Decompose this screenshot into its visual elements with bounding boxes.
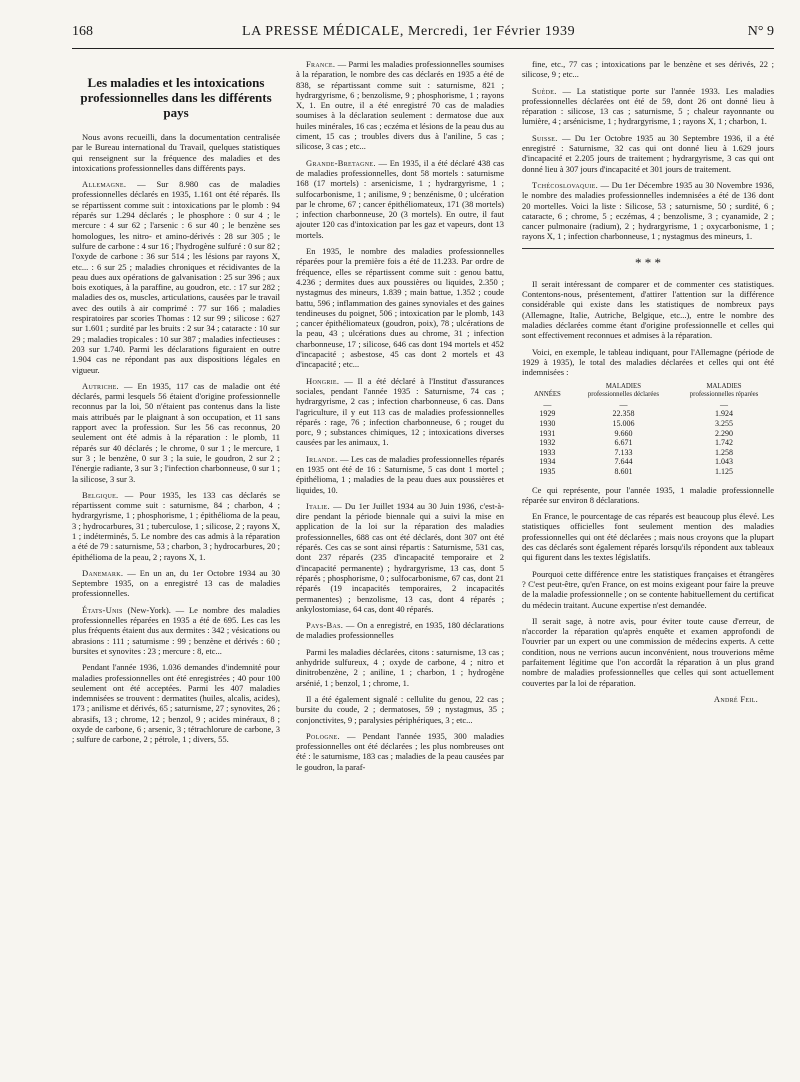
- paragraph: [72, 568, 280, 599]
- paragraph-text: Il a été également signalé : cellulite du genou, 22 cas ; bursite du coude, 2 ; dermatoses, 59 ; nystagmus, 35 ; conjonctivites, 9 ; paralysies périphériques, 3 ; etc...: [296, 693, 504, 725]
- paragraph: [522, 86, 774, 127]
- paragraph: [296, 158, 504, 240]
- paragraph-text: fine, etc., 77 cas ; intoxications par le benzène et ses dérivés, 22 ; silicose, 9 ; etc...: [522, 59, 774, 80]
- table-cell: 1929: [539, 409, 556, 419]
- table-row: [522, 448, 774, 458]
- table-row: [522, 429, 774, 439]
- country-name: Pays-Bas.: [306, 620, 344, 631]
- table-cell: 15.006: [612, 419, 635, 429]
- running-header: [72, 22, 774, 49]
- paragraph: [296, 731, 504, 772]
- country-name: Suisse.: [532, 132, 558, 143]
- paragraph-text: — Il a été déclaré à l'Institut d'assurances sociales, pendant l'année 1935 : Saturnisme, 74 cas ; hydrargyrisme, 2 cas ; infection charbonneuse, 6 cas. Dans l'agriculture, il y eut 113 cas de maladies professionnelles réparés : rage, 76 ; infection charbonneuse, 6 ; rouget du porc, 9 ; substances chimiques, 12 ; intoxications diverses causées par les animaux, 1.: [296, 375, 504, 448]
- paragraph: [72, 381, 280, 484]
- paragraph-text: — La statistique porte sur l'année 1933. Les maladies professionnelles déclarées ont été de 59, dont 26 ont donné lieu à réparation : silicose, 13 cas ; saturnisme, 5 ; chaleur rayonnante ou lumière, 4 ; arsénicisme, 1 ; hydrargyrisme, 1 ; rayons X, 1 ; charbon, 1.: [522, 85, 774, 127]
- paragraph-text: — En 1935, il a été déclaré 438 cas de maladies professionnelles, dont 58 mortels : saturnisme 168 (17 mortels) : arsenicisme, 1 ; hydrargyrisme, 1 ; sulfocarbonisme, 1 ; anilisme, 9 ; benzénisme, 0 ; ulcération par le chrome, 67 ; cancer épithéliomateux, 171 (38 mortels) ; infection charbonneuse, 20 (3 mortels). En outre, il faut ajouter 120 cas d'intoxication par les gaz et vapeurs, dont 13 mortels.: [296, 157, 504, 240]
- page-number: 168: [72, 24, 93, 39]
- table-cell: 2.290: [715, 428, 734, 438]
- table-cell: 1935: [539, 466, 556, 476]
- paragraph: [296, 59, 504, 152]
- paragraph-text: — En 1935, 117 cas de maladie ont été déclarés, parmi lesquels 56 étaient d'origine professionnelle reconnus par la loi, 50 n'étaient pas contenus dans la liste mais attribués par le plaignant à son occupation, et 11 sans rapport avec la profession. Sur les 56 cas reconnus, 20 seulement ont été admis à la réparation : le plomb, 11 réparés sur 40 déclarés ; le chrome, 0 sur 1 ; le mercure, 1 sur 3 ; le benzène, 0 sur 3 ; la suie, le goudron, 2 sur 2 ; l'énergie radiante, 3 sur 3 ; l'infection charbonneuse, 0 sur 1 ; la silicose, 3 sur 3.: [72, 380, 280, 484]
- country-name: Danemark.: [82, 567, 124, 578]
- paragraph: [72, 662, 280, 744]
- divider: [522, 248, 774, 249]
- paragraph: [296, 647, 504, 688]
- table-row: [522, 438, 774, 448]
- article-body: [72, 59, 774, 1069]
- table-cell: 7.644: [614, 457, 633, 467]
- conclusion: [522, 485, 774, 688]
- paragraph: [296, 246, 504, 370]
- paragraph: [72, 490, 280, 562]
- table-cell: 6.671: [614, 438, 633, 448]
- table-cell: 1933: [539, 447, 556, 457]
- paragraph-text: — Du 1er Juillet 1934 au 30 Juin 1936, c'est-à-dire pendant la période biennale qui a suivi la mise en application de la loi sur la réparation des maladies professionnelles, 688 cas ont été déclarés, dont 307 ont été réparés. Ces cas se sont ainsi répartis : Saturnisme, 531 cas, dont 237 réparés (235 d'incapacité temporaire et 2 d'incapacité permanente) ; hydrargyrisme, 13 cas, dont 5 réparés ; phosphorisme, 0 ; sulfocarbonisme, 67 cas, dont 21 réparés (19 incapacités temporaires, 2 incapacités permanentes) ; benzolisme, 13 cas, dont 4 réparés ; ankylostomiase, 64 cas, dont 40 réparés.: [296, 500, 504, 614]
- paragraph-text: Il serait intéressant de comparer et de commenter ces statistiques. Contentons-nous, présentement, d'attirer l'attention sur la différence considérable qui existe dans les statistiques de nombreux pays (Allemagne, Italie, Autriche, Belgique, etc...), entre le nombre des maladies déclarées comme étant d'origine professionnelle et celles qui sont effectivement reconnues et admises à la réparation.: [522, 278, 774, 341]
- paragraph: [296, 694, 504, 725]
- dash-cell: —: [543, 400, 552, 410]
- paragraph-text: Voici, en exemple, le tableau indiquant, pour l'Allemagne (période de 1929 à 1935), le total des maladies déclarées et celles qui ont été indemnisées :: [522, 346, 774, 378]
- paragraph-text: — Pendant l'année 1935, 300 maladies professionnelles ont été déclarées ; les plus nombreuses ont été : le saturnisme, 183 cas ; maladies de la peau causées par le goudron, la paraf-: [296, 730, 504, 772]
- country-name: France.: [306, 59, 336, 69]
- paragraph: [72, 605, 280, 656]
- country-name: Irlande.: [306, 453, 338, 464]
- table-cell: 8.601: [614, 466, 633, 476]
- country-name: Hongrie.: [306, 375, 340, 386]
- paragraph-text: — Pour 1935, les 133 cas déclarés se répartissent comme suit : saturnisme, 84 ; charbon, 4 ; hydrargyrisme, 1 ; phosphorisme, 1 ; épithélioma de la peau, 3 ; hydrocarbures, 31 ; tuberculose, 1 ; silicose, 2 ; rayons X, 1 ; indéterminés, 5. Le nombre des cas admis à la réparation a été de 79 : saturnisme, 53 ; charbon, 3 ; hydrocarbures, 20 ; épithélioma de la peau, 2 ; rayons X, 1.: [72, 489, 280, 562]
- paragraph: [296, 454, 504, 495]
- table-dash-row: [522, 401, 774, 409]
- column-3-top: [522, 59, 774, 242]
- country-name: Suède.: [532, 85, 557, 96]
- paragraph: [522, 180, 774, 242]
- column-2-body: [296, 59, 504, 772]
- table-cell: 1.125: [715, 466, 734, 476]
- article-title: Les maladies et les intoxications professionnelles dans les différents pays: [80, 75, 272, 120]
- paragraph-text: (New-York). — Le nombre des maladies professionnelles réparées en 1935 a été de 695. Les cas les plus fréquents étaient dus aux dermites : 342 ; vésications ou abrasions : 111 ; saturnisme : 99 ; benzène et dérivés : 60 ; bursites et synovites : 23 ; mercure : 8, etc...: [72, 604, 280, 656]
- table-cell: 1930: [539, 419, 556, 429]
- header-declared: MALADIES professionnelles déclarées: [587, 383, 660, 399]
- paragraph: Ce qui représente, pour l'année 1935, 1 maladie professionnelle réparée sur environ 8 déclarations.: [522, 484, 774, 505]
- paragraph-text: — Sur 8.980 cas de maladies professionnelles déclarés en 1935, 1.161 ont été réparés. Ils se répartissent comme suit : intoxications par le plomb : 94 réparés sur 1.294 déclarés ; le phosphore : 0 sur 4 ; le mercure : 4 sur 62 ; l'arsenic : 6 sur 40 ; le benzène ses homologues, les nitro- et amino-dérivés : 28 sur 305 ; le sulfure de carbone : 4 sur 16 ; l'hydrogène sulfuré : 0 sur 82 ; l'oxyde de carbone : 36 sur 514 ; les lésions par rayons X, etc... : 6 sur 25 ; maladies chroniques et récidivantes de la peau dues aux opérations de galvanisation : 25 sur 396 ; aux bois exotiques, à la paraffine, au goudron, etc. : 17 sur 282 ; maladies des os, muscles, articulations, causées par le travail avec des outils à air comprimé : 77 sur 166 ; maladies respiratoires par scories Thomas : 12 sur 99 ; silicose : 627 sur 1.601 ; surdité par les bruits : 2 sur 34 ; cataracte : 10 sur 29 ; maladies tropicales : 10 sur 387 ; maladies infectieuses : 203 sur 1.740. Parmi les déclarations figuraient en outre 1.904 cas ne répondant pas aux dispositions légales en vigueur.: [72, 179, 280, 375]
- germany-table: [522, 383, 774, 476]
- column-3: [522, 59, 774, 704]
- paragraph: [522, 279, 774, 341]
- author-signature: André Feil.: [713, 693, 758, 704]
- paragraph-text: — Du 1er Octobre 1935 au 30 Septembre 1936, il a été enregistré : Saturnisme, 32 cas qui ont donné lieu à 1.629 jours d'incapacité et 2.205 jours de traitement ; hydrargyrisme, 3 cas qui ont donné lieu à 307 jours d'incapacité et 301 jours de traitement.: [522, 132, 774, 174]
- country-name: Allemagne.: [82, 179, 127, 190]
- table-cell: 22.358: [612, 409, 635, 419]
- paragraph-text: — Parmi les maladies professionnelles soumises à la réparation, le nombre des cas déclarés en 1935 a été de 838, se répartissant comme suit : saturnisme, 821 ; hydrargyrisme, 6 ; benzolisme, 9 ; phosphorisme, 1 ; rayons X, 1. En outre, il a été enregistré 70 cas de maladies soumises à la déclaration seulement : dermatose due aux huiles minérales, 16 cas ; eczéma et lésions de la peau dus au ciment, 15 cas ; troubles divers dus à l'aniline, 5 cas ; silicose, 3 cas ; etc...: [296, 59, 504, 152]
- table-cell: 1.043: [715, 457, 734, 467]
- table-row: [522, 419, 774, 429]
- section-separator: * * *: [635, 254, 661, 270]
- table-cell: 9.660: [614, 428, 633, 438]
- paragraph: [296, 620, 504, 641]
- table-cell: 7.133: [614, 447, 633, 457]
- table-cell: 3.255: [715, 419, 734, 429]
- dash-cell: —: [720, 400, 729, 410]
- paragraph: [296, 501, 504, 614]
- table-header-row: [522, 383, 774, 401]
- country-name: Tchécoslovaquie.: [532, 179, 599, 190]
- paragraph-text: — En un an, du 1er Octobre 1934 au 30 Septembre 1935, on a enregistré 13 cas de maladies professionnelles.: [72, 567, 280, 599]
- column-3-bottom: [522, 279, 774, 378]
- paragraph: [296, 376, 504, 448]
- table-row: [522, 409, 774, 419]
- country-name: Autriche.: [82, 380, 119, 391]
- paragraph-text: En 1935, le nombre des maladies professionnelles réparées pour la première fois a été de 11.233. Par ordre de fréquence, elles se répartissent comme suit : genou battu, 4.236 ; dermites dues aux poussières ou liquides, 2.350 ; nystagmus des mineurs, 1.839 ; main battue, 1.352 ; coude battu, 596 ; inflammation des gaines synoviales et des gaines tendineuses du poignet, 506 ; intoxication par le plomb, 143 ; cancer épithéliomateux (goudron, poix), 78 ; ulcérations de la peau, 43 ; ulcérations dues au chrome, 31 ; infection charbonneuse, 17 ; silicose, 646 cas dont 194 mortels et 452 d'incapacité ; asbestose, 45 cas dont 2 mortels et 43 d'incapacité ; etc...: [296, 246, 504, 370]
- journal-title: LA PRESSE MÉDICALE, Mercredi, 1er Février 1939: [242, 24, 576, 39]
- paragraph: [72, 179, 280, 375]
- country-name: Grande-Bretagne.: [306, 157, 376, 168]
- table-row: [522, 457, 774, 467]
- table-cell: 1931: [539, 428, 556, 438]
- paragraph-text: — Les cas de maladies professionnelles réparés en 1935 ont été de 16 : Saturnisme, 5 cas dont 1 mortel ; épithélioma, 1 ; maladies de la peau dues aux poussières et liquides, 10.: [296, 453, 504, 495]
- table-cell: 1.258: [715, 447, 734, 457]
- paragraph-text: — Du 1er Décembre 1935 au 30 Novembre 1936, le nombre des maladies professionnelles indemnisées a été de 136 dont 20 mortelles. Voici la liste : Silicose, 53 ; saturnisme, 50 ; surdité, 6 ; cataracte, 6 ; chrome, 5 ; eczémas, 4 ; benzolisme, 3 ; cyanamide, 2 ; cancer pulmonaire (radium), 2 ; hydrargyrisme, 1 ; oxycarbonisme, 1 ; rayons X, 1 ; infection charbonneuse, 1 ; nystagmus des mineurs, 1.: [522, 179, 774, 242]
- table-cell: 1.742: [715, 438, 734, 448]
- column-2: [296, 59, 504, 778]
- paragraph: Il serait sage, à notre avis, pour éviter toute cause d'erreur, de n'accorder la réparation qu'après enquête et examen approfondi de l'ouvrier par un expert ou une commission de médecins experts. A cette condition, nous ne verrions aucun inconvénient, nous trouverions même parfaitement légitime que l'on accordât la réparation à un plus grand nombre de maladies professionnelles que celles qui sont actuellement couvertes par la loi de réparation.: [522, 615, 774, 688]
- dash-cell: —: [619, 400, 628, 410]
- paragraph-text: — On a enregistré, en 1935, 180 déclarations de maladies professionnelles: [296, 620, 504, 641]
- column-1: [72, 59, 280, 751]
- paragraph-text: Pendant l'année 1936, 1.036 demandes d'indemnité pour maladies professionnelles ont été enregistrées ; 40 pour 100 seulement ont été acceptées. Parmi les 407 maladies indemnisées se trouvent : dermatites (huiles, alcalis, acides), 173 ; anilisme et dérivés, 65 ; saturnisme, 27 ; synovites, 26 ; abrasifs, 13 ; chrome, 12 ; benzol, 9 ; acides minéraux, 8 ; oxyde de carbone, 6 ; arsenic, 3 ; tétrachlorure de carbone, 3 ; sulfure de carbone, 2 ; pétrole, 1 ; divers, 55.: [72, 662, 280, 745]
- country-name: Italie.: [306, 500, 330, 511]
- country-name: Belgique.: [82, 489, 119, 500]
- header-compensated: MALADIES professionnelles réparées: [689, 383, 759, 399]
- column-1-body: [72, 179, 280, 744]
- paragraph: [522, 59, 774, 80]
- table-cell: 1.924: [715, 409, 734, 419]
- paragraph: Pourquoi cette différence entre les statistiques françaises et étrangères ? C'est peut-être, qu'en France, on est moins exigeant pour faire la preuve de la maladie professionnelle ; on se contente habituellement du certificat du médecin traitant. Aucune expertise n'est demandée.: [522, 568, 774, 610]
- table-cell: 1934: [539, 457, 556, 467]
- article-intro: Nous avons recueilli, dans la documentation centralisée par le Bureau international du Travail, quelques statistiques qui renseignent sur la fréquence des maladies et des intoxications professionnelles dans différents pays.: [72, 132, 280, 173]
- table-row: [522, 467, 774, 477]
- country-name: États-Unis: [82, 604, 123, 615]
- paragraph: [522, 347, 774, 378]
- country-name: Pologne.: [306, 730, 340, 741]
- header-years: ANNÉES: [534, 391, 561, 399]
- paragraph: En France, le pourcentage de cas réparés est beaucoup plus élevé. Les statistiques officielles font seulement mention des maladies professionnelles qui ont été déclarées ; mais nous croyons que la plupart des cas déclarés sont également réparés lorsqu'ils répondent aux tableaux qui figurent dans les textes législatifs.: [522, 511, 774, 563]
- paragraph: [522, 133, 774, 174]
- table-cell: 1932: [539, 438, 556, 448]
- paragraph-text: Parmi les maladies déclarées, citons : saturnisme, 13 cas ; anhydride sulfureux, 4 ; oxyde de carbone, 4 ; nitro et dinitrobenzène, 2 ; aniline, 1 ; charbon, 1 ; hydrogène arsénié, 1 ; benzol, 1 ; chrome, 1.: [296, 646, 504, 688]
- issue-number: N° 9: [747, 24, 774, 39]
